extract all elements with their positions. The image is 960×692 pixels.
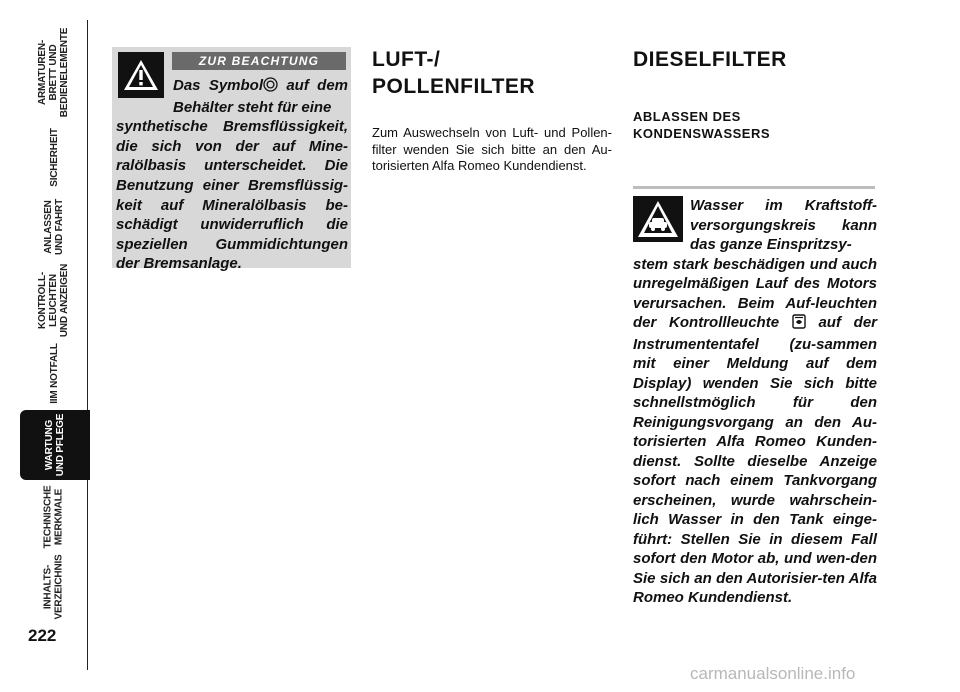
warning-text: Das Symbol auf dem Behälter steht für eine synthetische Bremsflüssigkeit, die sich von der auf Mine-ralölbasis unterscheidet. Die Benutzung einer Bremsflüssig-keit auf Mineralölbasis be-schädigt unwiderruflich die speziellen Gummidichtungen der Bremsanlage. [116,77,348,273]
tab-wartung-active[interactable] [20,410,90,480]
tab-technische-merkmale[interactable] [20,484,88,550]
tab-notfall[interactable] [20,340,88,406]
section-tabs [0,0,100,692]
heading-dieselfilter: DIESELFILTER [633,48,787,71]
subheading-line2: KONDENSWASSERS [633,126,771,141]
luft-body-text: Zum Auswechseln von Luft- und Pollen-filter wenden Sie sich bitte an den Au-torisierten Alfa Romeo Kundendienst. [372,125,612,173]
tab-sicherheit[interactable] [20,124,88,190]
tab-label: INHALTS- VERZEICHNIS [42,554,65,620]
tab-label: SICHERHEIT [48,127,60,187]
tab-label: ANLASSEN UND FAHRT [42,199,65,255]
page-number: 222 [28,626,57,645]
brake-fluid-symbol-icon [263,77,278,98]
tab-label: TECHNISCHE MERKMALE [42,485,65,549]
tab-label: WARTUNG UND PFLEGE [43,413,66,477]
tab-label: IIM NOTFALL [48,342,60,404]
diesel-warning-text: Wasser im Kraftstoff-versorgungskreis kann das ganze Einspritzsy- stem stark beschädigen und auch unregelmäßigen Lauf des Motors verursachen. Beim Auf-leuchten der Kontrollleuchte auf der Instrumententafel (zu-sammen mit einer Meldung auf dem Display) wenden Sie sich bitte schnellstmöglich für den Reinigungsvorgang an den Au-torisierten Alfa Romeo Kunden-dienst. Sollte dieselbe Anzeige sofort nach einem Tankvorgang erscheinen, wurde wahrschein-lich Wasser in den Tank einge-führt: Stellen Sie in diesem Fall sofort den Motor ab, und wen-den Sie sich an den Autorisier-ten Alfa Romeo Kundendienst. [633,197,877,606]
warning-header: ZUR BEACHTUNG [172,52,346,70]
tab-kontrollleuchten[interactable] [20,264,88,336]
watermark: carmanualsonline.info [690,664,856,683]
water-in-fuel-icon [792,314,806,335]
tab-anlassen[interactable] [20,194,88,260]
tab-armaturenbrett[interactable] [20,22,88,122]
tab-label: ARMATUREN- BRETT UND BEDIENELEMENTE [37,27,71,117]
warning-divider [633,186,875,189]
tab-inhaltsverzeichnis[interactable] [20,554,88,620]
heading-luft-line2: POLLENFILTER [372,75,536,98]
heading-luft-line1: LUFT-/ [372,48,441,71]
tab-label: KONTROLL- LEUCHTEN UND ANZEIGEN [37,263,71,337]
subheading-line1: ABLASSEN DES [633,109,741,124]
